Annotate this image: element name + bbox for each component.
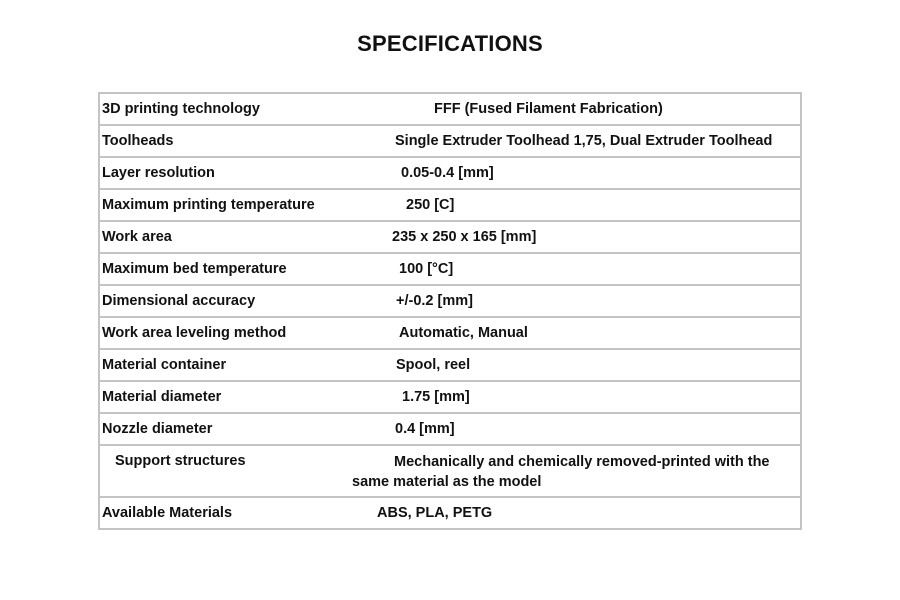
spec-label: Maximum bed temperature	[102, 261, 287, 277]
table-row	[99, 221, 801, 253]
spec-value: 0.4 [mm]	[395, 421, 455, 437]
table-row	[99, 285, 801, 317]
table-row	[99, 445, 801, 497]
spec-value: Single Extruder Toolhead 1,75, Dual Extruder Toolhead	[395, 133, 773, 149]
spec-label: 3D printing technology	[102, 101, 260, 117]
page-title: SPECIFICATIONS	[357, 31, 543, 56]
spec-value: +/-0.2 [mm]	[396, 293, 473, 309]
table-row	[99, 497, 801, 529]
spec-label: Work area	[102, 229, 172, 245]
specifications-table	[98, 92, 802, 530]
table-row	[99, 125, 801, 157]
table-row	[99, 253, 801, 285]
table-row	[99, 157, 801, 189]
spec-value: Automatic, Manual	[399, 325, 528, 341]
spec-label: Nozzle diameter	[102, 421, 213, 437]
spec-label: Material container	[102, 357, 227, 373]
spec-value: 235 x 250 x 165 [mm]	[392, 229, 537, 245]
spec-label: Support structures	[115, 453, 246, 469]
spec-label: Material diameter	[102, 389, 222, 405]
spec-label: Available Materials	[102, 505, 233, 521]
spec-value: Spool, reel	[396, 357, 471, 373]
table-row	[99, 349, 801, 381]
table-row	[99, 93, 801, 125]
table-row	[99, 381, 801, 413]
table-row	[99, 413, 801, 445]
table-row	[99, 189, 801, 221]
spec-value: 100 [°C]	[399, 261, 454, 277]
spec-label: Layer resolution	[102, 165, 215, 181]
spec-value: 0.05-0.4 [mm]	[401, 165, 494, 181]
spec-label: Toolheads	[102, 133, 174, 149]
spec-value: FFF (Fused Filament Fabrication)	[434, 101, 663, 117]
spec-value: 1.75 [mm]	[402, 389, 470, 405]
spec-label: Maximum printing temperature	[102, 197, 315, 213]
spec-value: 250 [C]	[406, 197, 455, 213]
spec-value: Mechanically and chemically removed-printed with the same material as the model	[352, 454, 770, 490]
spec-label: Work area leveling method	[102, 325, 287, 341]
spec-label: Dimensional accuracy	[102, 293, 256, 309]
spec-value: ABS, PLA, PETG	[377, 505, 493, 521]
table-row	[99, 317, 801, 349]
